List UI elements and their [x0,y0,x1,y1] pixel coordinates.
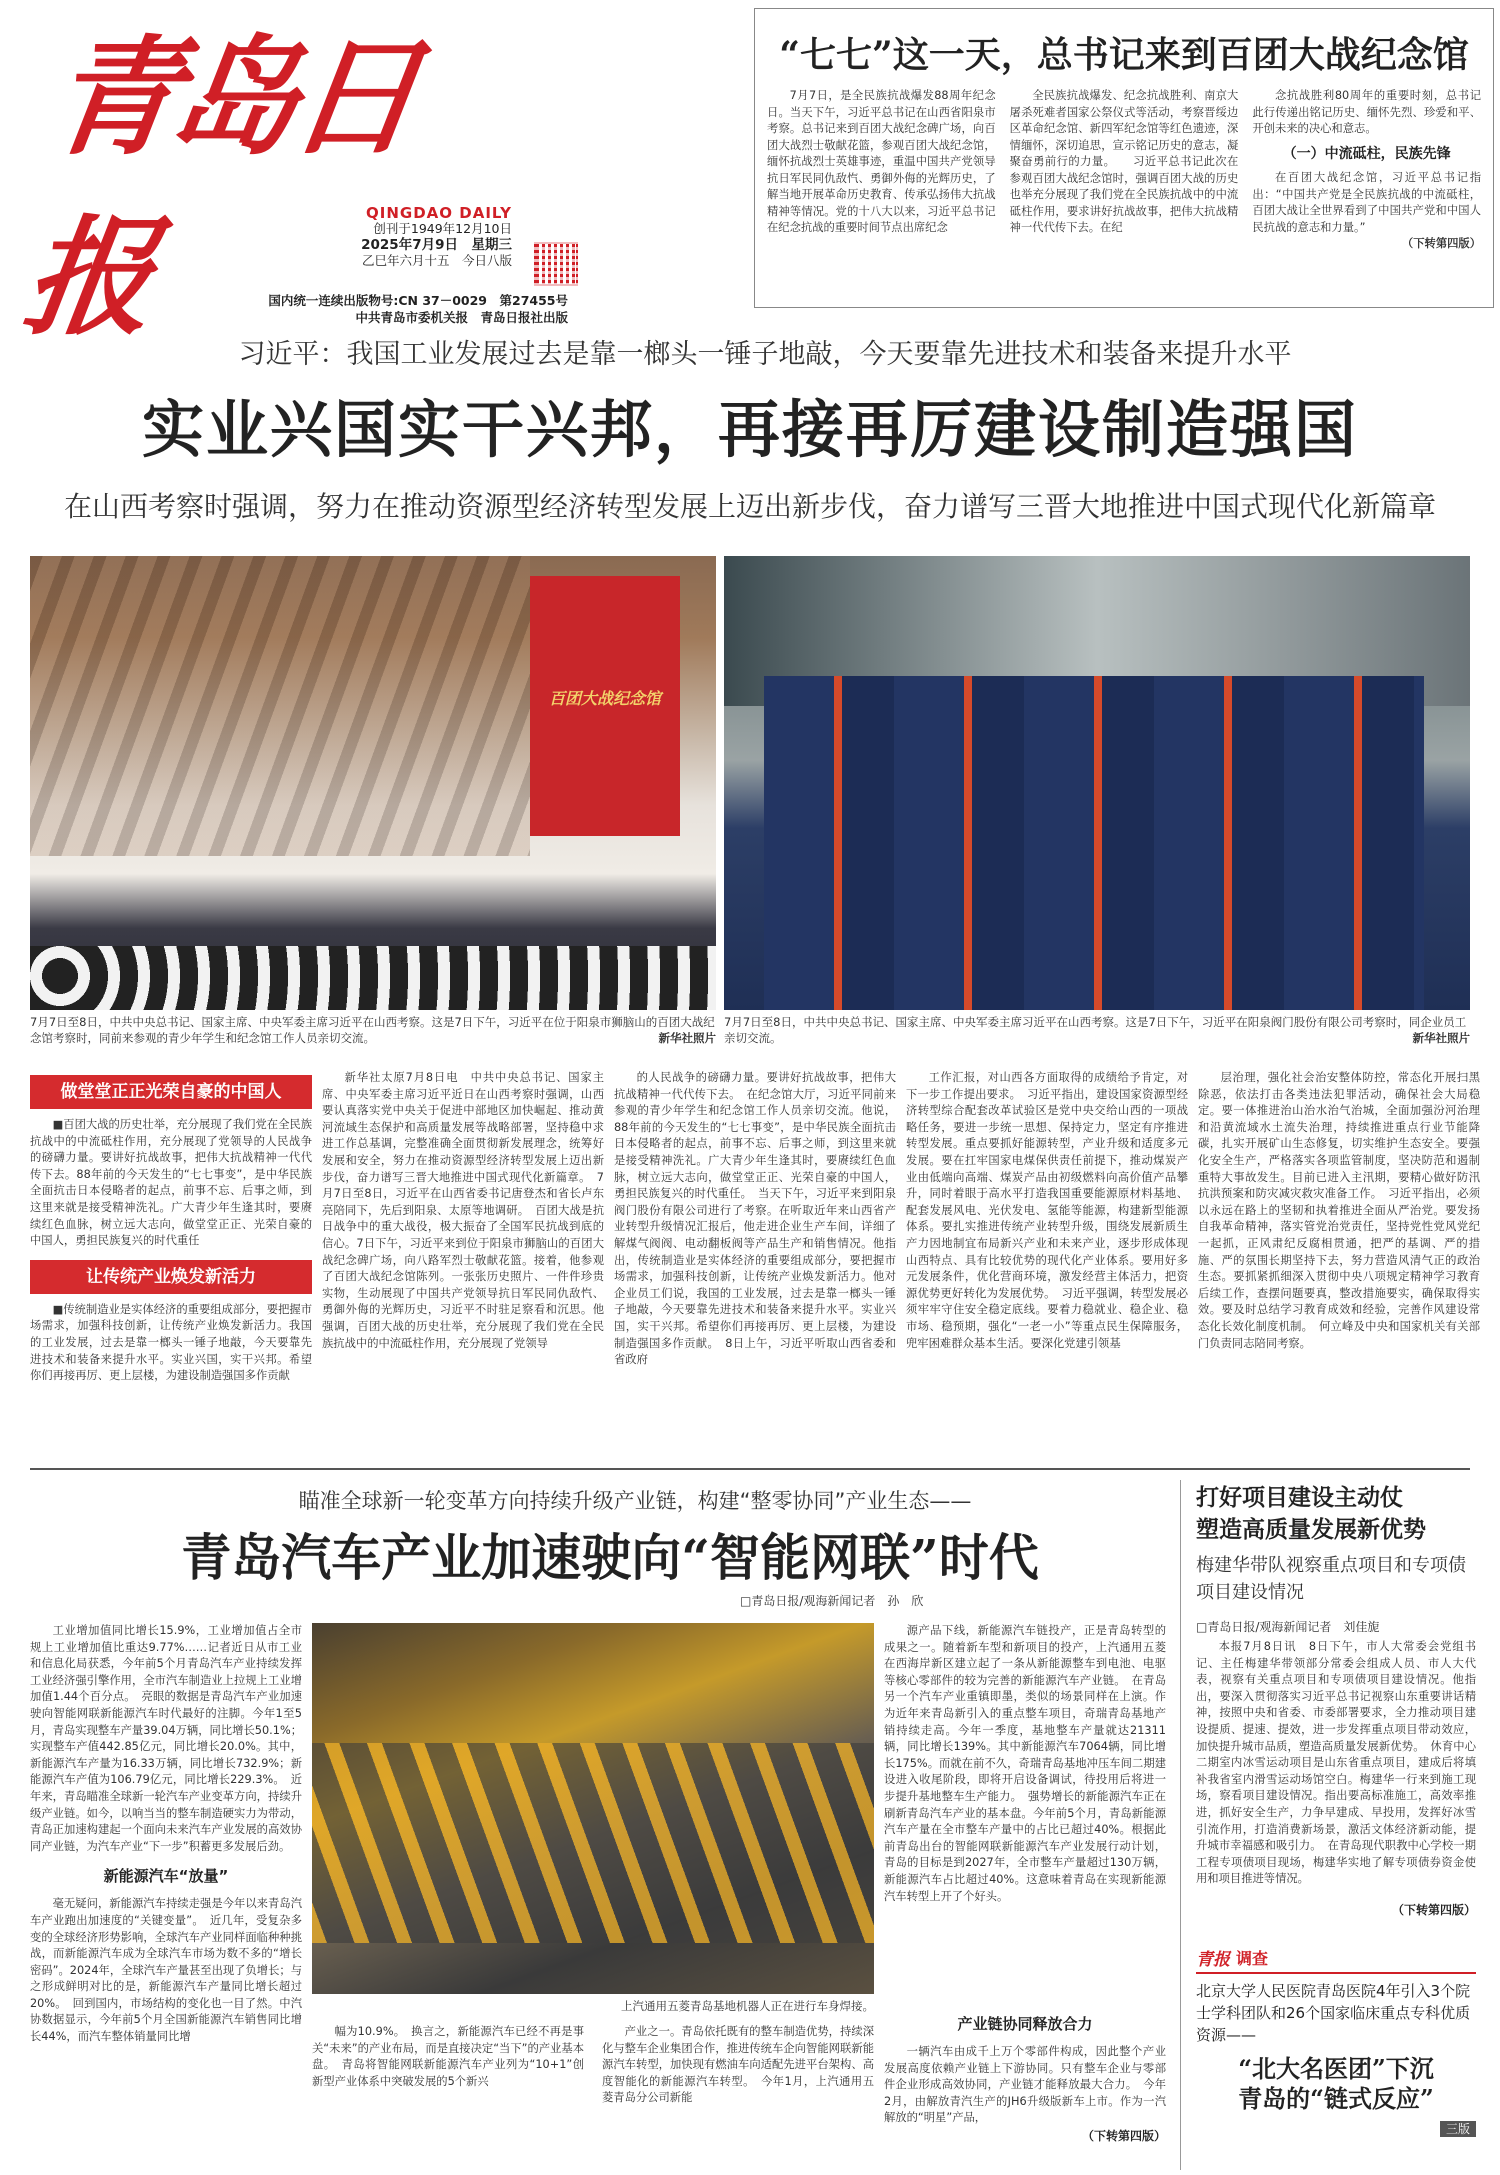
auto-headline: 青岛汽车产业加速驶向“智能网联”时代 [181,1528,1039,1587]
qr-code-overlay [534,242,578,286]
right-byline: □青岛日报/观海新闻记者 刘佳旎 [1196,1620,1380,1634]
auto-col-3: 产业之一。青岛依托既有的整车制造优势，持续深化与整车企业集团合作，推进传统车企向智能网联新能源汽车转型，加快现有燃油车向适配先进平台架构、高度智能化的新能源汽车转型。 今年1月，上汽通用五菱青岛分公司新能 [602,2025,874,2105]
founded-date: 创刊于1949年12月10日 [373,221,512,236]
sidebar-heading-2: 让传统产业焕发新活力 [30,1260,312,1294]
section-divider [30,1468,1470,1470]
auto-col-1-text: 工业增加值同比增长15.9%，工业增加值占全市规上工业增加值比重达9.77%……记者近日从市工业和信息化局获悉，今年前5个月青岛汽车产业持续发挥工业经济强引擎作用，全市汽车制造业上拉规上工业增加值1.44个百分点。 亮眼的数据是青岛汽车产业加速驶向智能网联新能源汽车时代最好的注脚。今年1至5月，青岛实现整车产量39.04万辆，同比增长50.1%；实现整车产值442.85亿元，同比增长20.0%。其中，新能源汽车产量为16.33万辆，同比增长732.9%；新能源汽车产值为106.79亿元，同比增长229.3%。 近年来，青岛瞄准全球新一轮汽车产业变革方向，持续升级产业链。如今，以响当当的整车制造硬实力为带动，青岛正加速构建起一个面向未来汽车产业发展的高效协同产业链，为汽车产业“下一步”积蓄更多发展后劲。 [30,1624,302,1853]
masthead-english: QINGDAO DAILY [366,204,512,222]
teaser-intro[interactable]: 北京大学人民医院青岛医院4年引入3个院士学科团队和26个国家临床重点专科优质资源—— [1196,1982,1471,2044]
lunar-date: 乙巳年六月十五 今日八版 [361,253,512,268]
quote-sidebar [30,1075,312,1385]
museum-sign: 百团大战纪念馆 [548,689,661,708]
top-feature-col3b: 在百团大战纪念馆，习近平总书记指出：“中国共产党是全民族抗战的中流砥柱，百团大战让全世界看到了中国共产党和中国人民抗战的意志和力量。” [1252,171,1482,234]
photo-caption-1 [30,1014,716,1046]
top-feature-box [754,8,1494,308]
right-news [1196,1482,1476,1918]
auto-subheading-1: 新能源汽车“放量” [103,1867,229,1886]
right-subhead: 梅建华带队视察重点项目和专项债项目建设情况 [1196,1555,1466,1603]
auto-col-2: 幅为10.9%。 换言之，新能源汽车已经不再是事关“未来”的产业布局，而是直接决定“当下”的产业基本盘。 青岛将智能网联新能源汽车产业列为“10+1”创新型产业体系中突破发展的5个新兴 [312,2025,584,2088]
masthead-logo: 青岛日报 [15,23,422,353]
photo-museum [30,556,716,1010]
investigation-teaser [1196,1945,1476,2137]
auto-col-1b-text: 毫无疑问，新能源汽车持续走强是今年以来青岛汽车产业跑出加速度的“关键变量”。 近几年，受复杂多变的全球经济形势影响，全球汽车产业同样面临种种挑战，而新能源汽车成为全球汽车市场为数不多的“增长密码”。2024年，全球汽车产量甚至出现了负增长；与之形成鲜明对比的是，新能源汽车产量同比增长超过20%。 回到国内，市场结构的变化也一目了然。中汽协数据显示，今年前5个月全国新能源汽车销售同比增长44%，而汽车整体销量同比增 [30,1897,302,2044]
lead-subline: 在山西考察时强调，努力在推动资源型经济转型发展上迈出新步伐，奋力谱写三晋大地推进中国式现代化新篇章 [63,490,1436,523]
teaser-tag-logo: 青报 [1196,1950,1230,1970]
robot-arms [312,1743,874,1943]
masthead-footer [48,292,568,326]
issn: 国内统一连续出版物号:CN 37－0029 第27455号 [268,293,568,308]
top-feature-col3: 念抗战胜利80周年的重要时刻，总书记此行传递出铭记历史、缅怀先烈、珍爱和平、开创未来的决心和意志。 [1252,89,1482,135]
auto-col-1 [30,1623,302,2168]
teaser-tag-label: 调查 [1236,1949,1269,1968]
relief-sculpture [30,556,530,856]
auto-col-4-text: 源产品下线，新能源汽车链投产，正是青岛转型的成果之一。随着新车型和新项目的投产，上汽通用五菱在西海岸新区建立起了一条从新能源整车到电池、电驱等核心零部件的较为完善的新能源汽车产业链。 在青岛另一个汽车产业重镇即墨，类似的场景同样在上演。作为近年来青岛新引入的重点整车项目，奇瑞青岛基地产销持续走高。今年一季度，基地整车产量就达21311辆，同比增长139%。其中新能源汽车7064辆，同比增长175%。而就在前不久，奇瑞青岛基地冲压车间二期建设进入收尾阶段，即将开启设备调试，待投用后将进一步提升基地整车生产能力。 强势增长的新能源汽车正在刷新青岛汽车产业的基本盘。今年前5个月，青岛新能源汽车产量在全市整车产量中的占比已超过40%。根据此前青岛出台的智能网联新能源汽车产业发展行动计划，青岛的目标是到2027年，全市整车产量超过130万辆，新能源汽车占比超过40%。这意味着青岛在实现新能源汽车转型上开了个好头。 [884,1624,1166,1903]
caption-2-text: 7月7日至8日，中共中央总书记、国家主席、中央军委主席习近平在山西考察。这是7日下午，习近平在阳泉阀门股份有限公司考察时，同企业员工亲切交流。 [724,1015,1467,1045]
auto-byline: □青岛日报/观海新闻记者 孙 欣 [740,1594,924,1608]
right-body: 本报7月8日讯 8日下午，市人大常委会党组书记、主任梅建华带领部分常委会组成人员、市人大代表，视察有关重点项目和专项债项目建设情况。他指出，要深入贯彻落实习近平总书记视察山东重要讲话精神，按照中央和省委、市委部署要求，全力推动项目建设提质、提速、提效，进一步发挥重点项目带动效应，加快提升城市品质，塑造高质量发展新优势。 休育中心二期室内冰雪运动项目是山东省重点项目，建成后将填补我省室内滑雪运动场馆空白。梅建华一行来到施工现场，察看项目建设情况。指出要高标准施工，高效率推进，抓好安全生产，力争早建成、早投用，发挥好冰雪引流作用，打造消费新场景，激活文体经济新动能，提升城市幸福感和吸引力。 在青岛现代职教中心学校一期工程专项债项目现场，梅建华实地了解专项债券资金使用和项目推进等情况。 [1196,1640,1476,1886]
teaser-headline-2[interactable]: 青岛的“链式反应” [1238,2084,1434,2113]
caption-1-credit: 新华社照片 [658,1031,716,1045]
right-headline-1: 打好项目建设主动仗 [1196,1485,1403,1511]
article-col-2: 的人民战争的磅礴力量。要讲好抗战故事，把伟大抗战精神一代代传下去。 在纪念馆大厅，习近平同前来参观的青少年学生和纪念馆工作人员亲切交流。他说，88年前的今天发生的“七七事变”，是中华民族全面抗击日本侵略者的起点，前事不忘、后事之师，到这里来就是接受精神洗礼。广大青少年生逢其时，要赓续红色血脉，树立远大志向，做堂堂正正、光荣自豪的中国人，勇担民族复兴的时代重任。 当天下午，习近平来到阳泉阀门股份有限公司进行了考察。在听取近年来山西省产业转型升级情况汇报后，他走进企业生产车间，详细了解煤气阀阀、电动翻板阀等产品生产和销售情况。他指出，传统制造业是实体经济的重要组成部分，要把握市场需求，加强科技创新，让传统产业焕发新活力。他对企业员工们说，我国的工业发展，过去是靠一榔头一锤子地敲，今天要靠先进技术和装备来提升水平。实业兴国，实干兴邦。希望你们再接再厉、更上层楼，为建设制造强国多作贡献。 8日上午，习近平听取山西省委和省政府 [614,1071,896,1367]
auto-col-4b-text: 一辆汽车由成千上万个零部件构成，因此整个产业发展高度依赖产业链上下游协同。只有整车企业与零部件企业形成高效协同，产业链才能释放最大合力。 今年2月，由解放青汽生产的JH6升级版新车上市。作为一汽解放的“明星”产品， [884,2045,1166,2125]
top-feature-col2: 全民族抗战爆发、纪念抗战胜利、南京大屠杀死难者国家公祭仪式等活动，考察晋绥边区革命纪念馆、新四军纪念馆等红色遗迹，深情缅怀，深切追思，宣示铭记历史的意志，凝聚奋勇前行的力量。 习近平总书记此次在参观百团大战纪念馆时，强调百团大战的历史也举充分展现了我们党在全民族抗战中的中流砥柱作用，要求讲好抗战故事，把伟大抗战精神一代代传下去。在纪 [1009,89,1239,234]
workers-uniforms [764,676,1424,1010]
auto-turn: （下转第四版） [1081,2128,1166,2143]
auto-subheading-2: 产业链协同释放合力 [957,2015,1093,2033]
issue-date: 2025年7月9日 星期三 [361,237,512,253]
photo-factory [724,556,1470,1010]
caption-2-credit: 新华社照片 [1412,1031,1470,1045]
crowd-students [30,946,716,1010]
masthead-info [292,205,512,269]
teaser-headline-1[interactable]: “北大名医团”下沉 [1238,2054,1434,2083]
teaser-page-ref-wrap [1196,2118,1476,2137]
publisher: 中共青岛市委机关报 青岛日报社出版 [355,310,568,325]
right-turn: （下转第四版） [1391,1903,1476,1917]
article-col-1: 新华社太原7月8日电 中共中央总书记、国家主席、中央军委主席习近平近日在山西考察时强调，山西要认真落实党中央关于促进中部地区加快崛起、推动黄河流域生态保护和高质量发展等战略部署，坚持稳中求进工作总基调，完整准确全面贯彻新发展理念，统筹好发展和安全，努力在推动资源型经济转型发展上迈出新步伐，奋力谱写三晋大地推进中国式现代化新篇章。 7月7日至8日，习近平在山西省委书记唐登杰和省长卢东亮陪同下，先后到阳泉、太原等地调研。 百团大战是抗日战争中的重大战役，极大振奋了全国军民抗战到底的信心。7日下午，习近平来到位于阳泉市狮脑山的百团大战纪念碑广场，向八路军烈士敬献花篮。接着，他参观了百团大战纪念馆陈列。一张张历史照片、一件件珍贵实物，生动展现了中国共产党领导抗日军民同仇敌忾、勇御外侮的光辉历史，习近平不时驻足察看和沉思。他强调，百团大战的历史壮举，充分展现了我们党在全民族抗战中的中流砥柱作用，充分展现了党领导 [322,1071,604,1350]
sidebar-heading-1: 做堂堂正正光荣自豪的中国人 [30,1075,312,1109]
sidebar-para-1: ■百团大战的历史壮举，充分展现了我们党在全民族抗战中的中流砥柱作用，充分展现了党领导的人民战争的磅礴力量。要讲好抗战故事，把伟大抗战精神一代代传下去。88年前的今天发生的“七七事变”，是中华民族全面抗击日本侵略者的起点，前事不忘、后事之师，到这里来就是接受精神洗礼。广大青少年生逢其时，要赓续红色血脉，树立远大志向，做堂堂正正、光荣自豪的中国人，勇担民族复兴的时代重任 [30,1118,312,1248]
photo-robots [312,1623,874,1994]
right-headline-2: 塑造高质量发展新优势 [1196,1517,1426,1543]
top-feature-turn: （下转第四版） [1401,237,1482,250]
teaser-page-ref[interactable]: 三版 [1440,2121,1476,2137]
auto-kicker: 瞄准全球新一轮变革方向持续升级产业链，构建“整零协同”产业生态—— [298,1489,972,1513]
teaser-tag [1196,1945,1476,1974]
lead-kicker: 习近平：我国工业发展过去是靠一榔头一锤子地敲，今天要靠先进技术和装备来提升水平 [238,339,1292,370]
auto-photo-caption: 上汽通用五菱青岛基地机器人正在进行车身焊接。 [621,1999,874,2013]
article-col-4: 层治理，强化社会治安整体防控，常态化开展扫黑除恶，依法打击各类违法犯罪活动，确保社会大局稳定。要一体推进治山治水治气治城，全面加强汾河治理和沿黄流域水土流失治理，持续推进重点行业节能降碳，扎实开展矿山生态修复，切实维护生态安全。要强化安全生产，严格落实各项监管制度，坚决防范和遏制重特大事故发生。目前已进入主汛期，要精心做好防汛抗洪预案和防灾减灾救灾准备工作。 习近平指出，必须以永远在路上的坚韧和执着推进全面从严治党。要发扬自我革命精神，落实管党治党责任，坚持党性党风党纪一起抓，正风肃纪反腐相贯通，把严的基调、严的措施、严的氛围长期坚持下去，努力营造风清气正的政治生态。要抓紧抓细深入贯彻中央八项规定精神学习教育后续工作，查摆问题要真，整改措施要实，确保取得实效。要及时总结学习教育成效和经验，完善作风建设常态化长效化制度机制。 何立峰及中央和国家机关有关部门负责同志陪同考察。 [1198,1071,1480,1350]
caption-1-text: 7月7日至8日，中共中央总书记、国家主席、中央军委主席习近平在山西考察。这是7日下午，习近平在位于阳泉市狮脑山的百团大战纪念馆考察时，同前来参观的青少年学生和纪念馆工作人员亲切交流。 [30,1015,715,1045]
right-column-divider [1180,1480,1181,2170]
top-feature-subheading: （一）中流砥柱，民族先锋 [1282,145,1451,162]
photo-caption-2 [724,1014,1470,1046]
sidebar-para-2: ■传统制造业是实体经济的重要组成部分，要把握市场需求，加强科技创新，让传统产业焕发新活力。我国的工业发展，过去是靠一榔头一锤子地敲，今天要靠先进技术和装备来提升水平。实业兴国，实干兴邦。希望你们再接再厉、更上层楼，为建设制造强国多作贡献 [30,1302,312,1383]
article-col-3: 工作汇报，对山西各方面取得的成绩给予肯定，对下一步工作提出要求。 习近平指出，建设国家资源型经济转型综合配套改革试验区是党中央交给山西的一项战略任务，要进一步统一思想、保持定力，坚定有序推进转型发展。重点要抓好能源转型，产业升级和适度多元发展。要在扛牢国家电煤保供责任前提下，推动煤炭产业由低端向高端、煤炭产品由初级燃料向高价值产品攀升，同时着眼于高水平打造我国重要能源原材料基地、配套发展风电、光伏发电、氢能等能源，构建新型能源体系。要扎实推进传统产业转型升级，围绕发展新质生产力因地制宜布局新兴产业和未来产业，逐步形成体现山西特点、具有比较优势的现代化产业体系。要用好多元发展条件，优化营商环境，激发经营主体活力，把资源优势更好转化为发展优势。 习近平强调，转型发展必须牢牢守住安全稳定底线。要着力稳就业、稳企业、稳市场、稳预期，强化“一老一小”等重点民生保障服务，兜牢困难群众基本生活。要深化党建引领基 [906,1071,1188,1350]
lead-headline: 实业兴国实干兴邦，再接再厉建设制造强国 [141,393,1358,466]
museum-red-wall [530,576,680,836]
top-feature-col3-wrap [1252,88,1481,253]
top-feature-title: “七七”这一天，总书记来到百团大战纪念馆 [779,34,1469,76]
auto-col-4 [884,1623,1166,2168]
top-feature-col1: 7月7日，是全民族抗战爆发88周年纪念日。当天下午，习近平总书记在山西省阳泉市考察。总书记来到百团大战纪念碑广场，向百团大战烈士敬献花篮，参观百团大战纪念馆，缅怀抗战烈士英雄事迹，重温中国共产党领导抗日军民同仇敌忾、勇御外侮的光辉历史，了解当地开展革命历史教育、传承弘扬伟大抗战精神等情况。党的十八大以来，习近平总书记在纪念抗战的重要时间节点出席纪念 [767,89,996,234]
